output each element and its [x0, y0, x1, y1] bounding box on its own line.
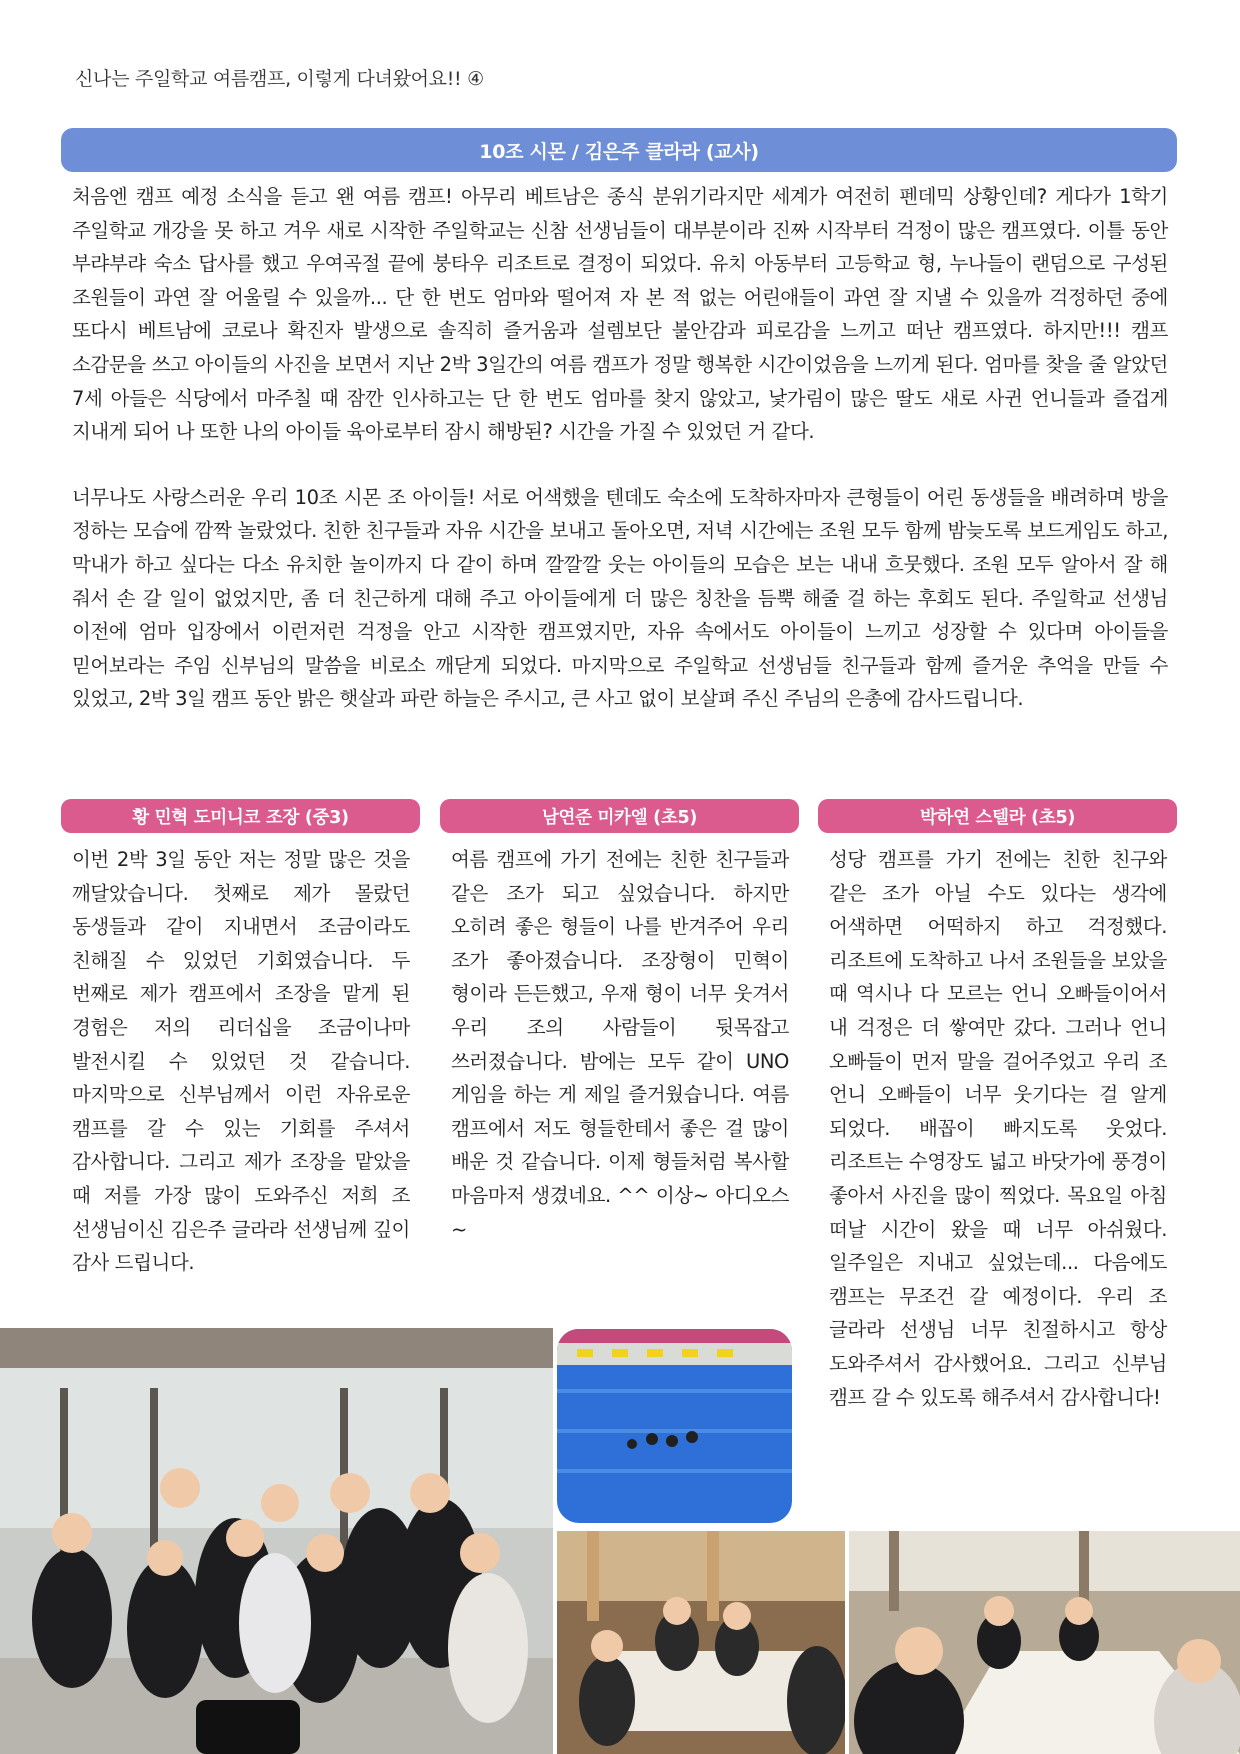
- pool-photo: [557, 1329, 792, 1523]
- dinner-photo: [557, 1531, 845, 1754]
- dinner-photo: [849, 1531, 1240, 1754]
- column-title-3: 박하연 스텔라 (초5): [818, 799, 1177, 833]
- column-text-1: 이번 2박 3일 동안 저는 정말 많은 것을 깨달았습니다. 첫째로 제가 몰랐던 동생들과 같이 지내면서 조금이라도 친해질 수 있었던 기회였습니다. 두 번째로 제가 캠프에서 조장을 맡게 된 경험은 저의 리더십을 조금이나마 발전시킬 수 있었던 것 같습니다. 마지막으로 신부님께서 이런 자유로운 캠프를 갈 수 있는 기회를 주셔서 감사합니다. 그리고 제가 조장을 맡았을 때 저를 가장 많이 도와주신 저희 조 선생님이신 김은주 글라라 선생님께 깊이 감사 드립니다.: [72, 848, 410, 1275]
- main-section-title: 10조 시몬 / 김은주 클라라 (교사): [61, 128, 1177, 172]
- group-photo: [0, 1328, 553, 1754]
- column-title-1: 황 민혁 도미니코 조장 (중3): [61, 799, 420, 833]
- main-section-body: [72, 180, 1168, 748]
- main-paragraph: 너무나도 사랑스러운 우리 10조 시몬 조 아이들! 서로 어색했을 텐데도 숙소에 도착하자마자 큰형들이 어린 동생들을 배려하며 방을 정하는 모습에 깜짝 놀랐었다. 친한 친구들과 자유 시간을 보내고 돌아오면, 저녁 시간에는 조원 모두 함께 밤늦도록 보드게임도 하고, 막내가 하고 싶다는 다소 유치한 놀이까지 다 같이 하며 깔깔깔 웃는 아이들의 모습은 보는 내내 흐뭇했다. 조원 모두 알아서 잘 해 줘서 손 갈 일이 없었지만, 좀 더 친근하게 대해 주고 아이들에게 더 많은 칭찬을 듬뿍 해줄 걸 하는 후회도 된다. 주일학교 선생님 이전에 엄마 입장에서 이런저런 걱정을 안고 시작한 캠프였지만, 자유 속에서도 아이들이 느끼고 성장할 수 있다며 아이들을 믿어보라는 주임 신부님의 말씀을 비로소 깨닫게 되었다. 마지막으로 주일학교 선생님들 친구들과 함께 즐거운 추억을 만들 수 있었고, 2박 3일 캠프 동안 밝은 햇살과 파란 하늘은 주시고, 큰 사고 없이 보살펴 주신 주님의 은총에 감사드립니다.: [72, 485, 1168, 711]
- column-text-3: 성당 캠프를 가기 전에는 친한 친구와 같은 조가 아닐 수도 있다는 생각에 어색하면 어떡하지 하고 걱정했다. 리조트에 도착하고 나서 조원들을 보았을 때 역시나 다 모르는 언니 오빠들이어서 내 걱정은 더 쌓여만 갔다. 그러나 언니 오빠들이 먼저 말을 걸어주었고 우리 조 언니 오빠들이 너무 웃기다는 걸 알게 되었다. 배꼽이 빠지도록 웃었다. 리조트는 수영장도 넓고 바닷가에 풍경이 좋아서 사진을 많이 찍었다. 목요일 아침 떠날 시간이 왔을 때 너무 아쉬웠다. 일주일은 지내고 싶었는데... 다음에도 캠프는 무조건 갈 예정이다. 우리 조 글라라 선생님 너무 친절하시고 항상 도와주셔서 감사했어요. 그리고 신부님 캠프 갈 수 있도록 해주셔서 감사합니다!: [829, 848, 1167, 1409]
- column-title-2: 남연준 미카엘 (초5): [440, 799, 799, 833]
- main-paragraph: 처음엔 캠프 예정 소식을 듣고 왠 여름 캠프! 아무리 베트남은 종식 분위기라지만 세계가 여전히 펜데믹 상황인데? 게다가 1학기 주일학교 개강을 못 하고 겨우 새로 시작한 주일학교는 신참 선생님들이 대부분이라 진짜 시작부터 걱정이 많은 캠프였다. 이틀 동안 부랴부랴 숙소 답사를 했고 우여곡절 끝에 붕타우 리조트로 결정이 되었다. 유치 아동부터 고등학교 형, 누나들이 랜덤으로 구성된 조원들이 과연 잘 어울릴 수 있을까... 단 한 번도 엄마와 떨어져 자 본 적 없는 어린애들이 과연 잘 지낼 수 있을까 걱정하던 중에 또다시 베트남에 코로나 확진자 발생으로 솔직히 즐거움과 설렘보단 불안감과 피로감을 느끼고 떠난 캠프였다. 하지만!!! 캠프 소감문을 쓰고 아이들의 사진을 보면서 지난 2박 3일간의 여름 캠프가 정말 행복한 시간이었음을 느끼게 된다. 엄마를 찾을 줄 알았던 7세 아들은 식당에서 마주칠 때 잠깐 인사하고는 단 한 번도 엄마를 찾지 않았고, 낯가림이 많은 딸도 새로 사귄 언니들과 즐겁게 지내게 되어 나 또한 나의 아이들 육아로부터 잠시 해방된? 시간을 가질 수 있었던 거 같다.: [72, 185, 1168, 444]
- page-header: 신나는 주일학교 여름캠프, 이렇게 다녀왔어요!! ④: [75, 68, 484, 90]
- column-text-2: 여름 캠프에 가기 전에는 친한 친구들과 같은 조가 되고 싶었습니다. 하지만 오히려 좋은 형들이 나를 반겨주어 우리 조가 좋아졌습니다. 조장형이 민혁이 형이라 든든했고, 우재 형이 너무 웃겨서 우리 조의 사람들이 뒷목잡고 쓰러졌습니다. 밤에는 모두 같이 UNO 게임을 하는 게 제일 즐거웠습니다. 여름 캠프에서 저도 형들한테서 좋은 걸 많이 배운 것 같습니다. 이제 형들처럼 복사할 마음마저 생겼네요. ^^ 이상~ 아디오스~: [451, 848, 789, 1241]
